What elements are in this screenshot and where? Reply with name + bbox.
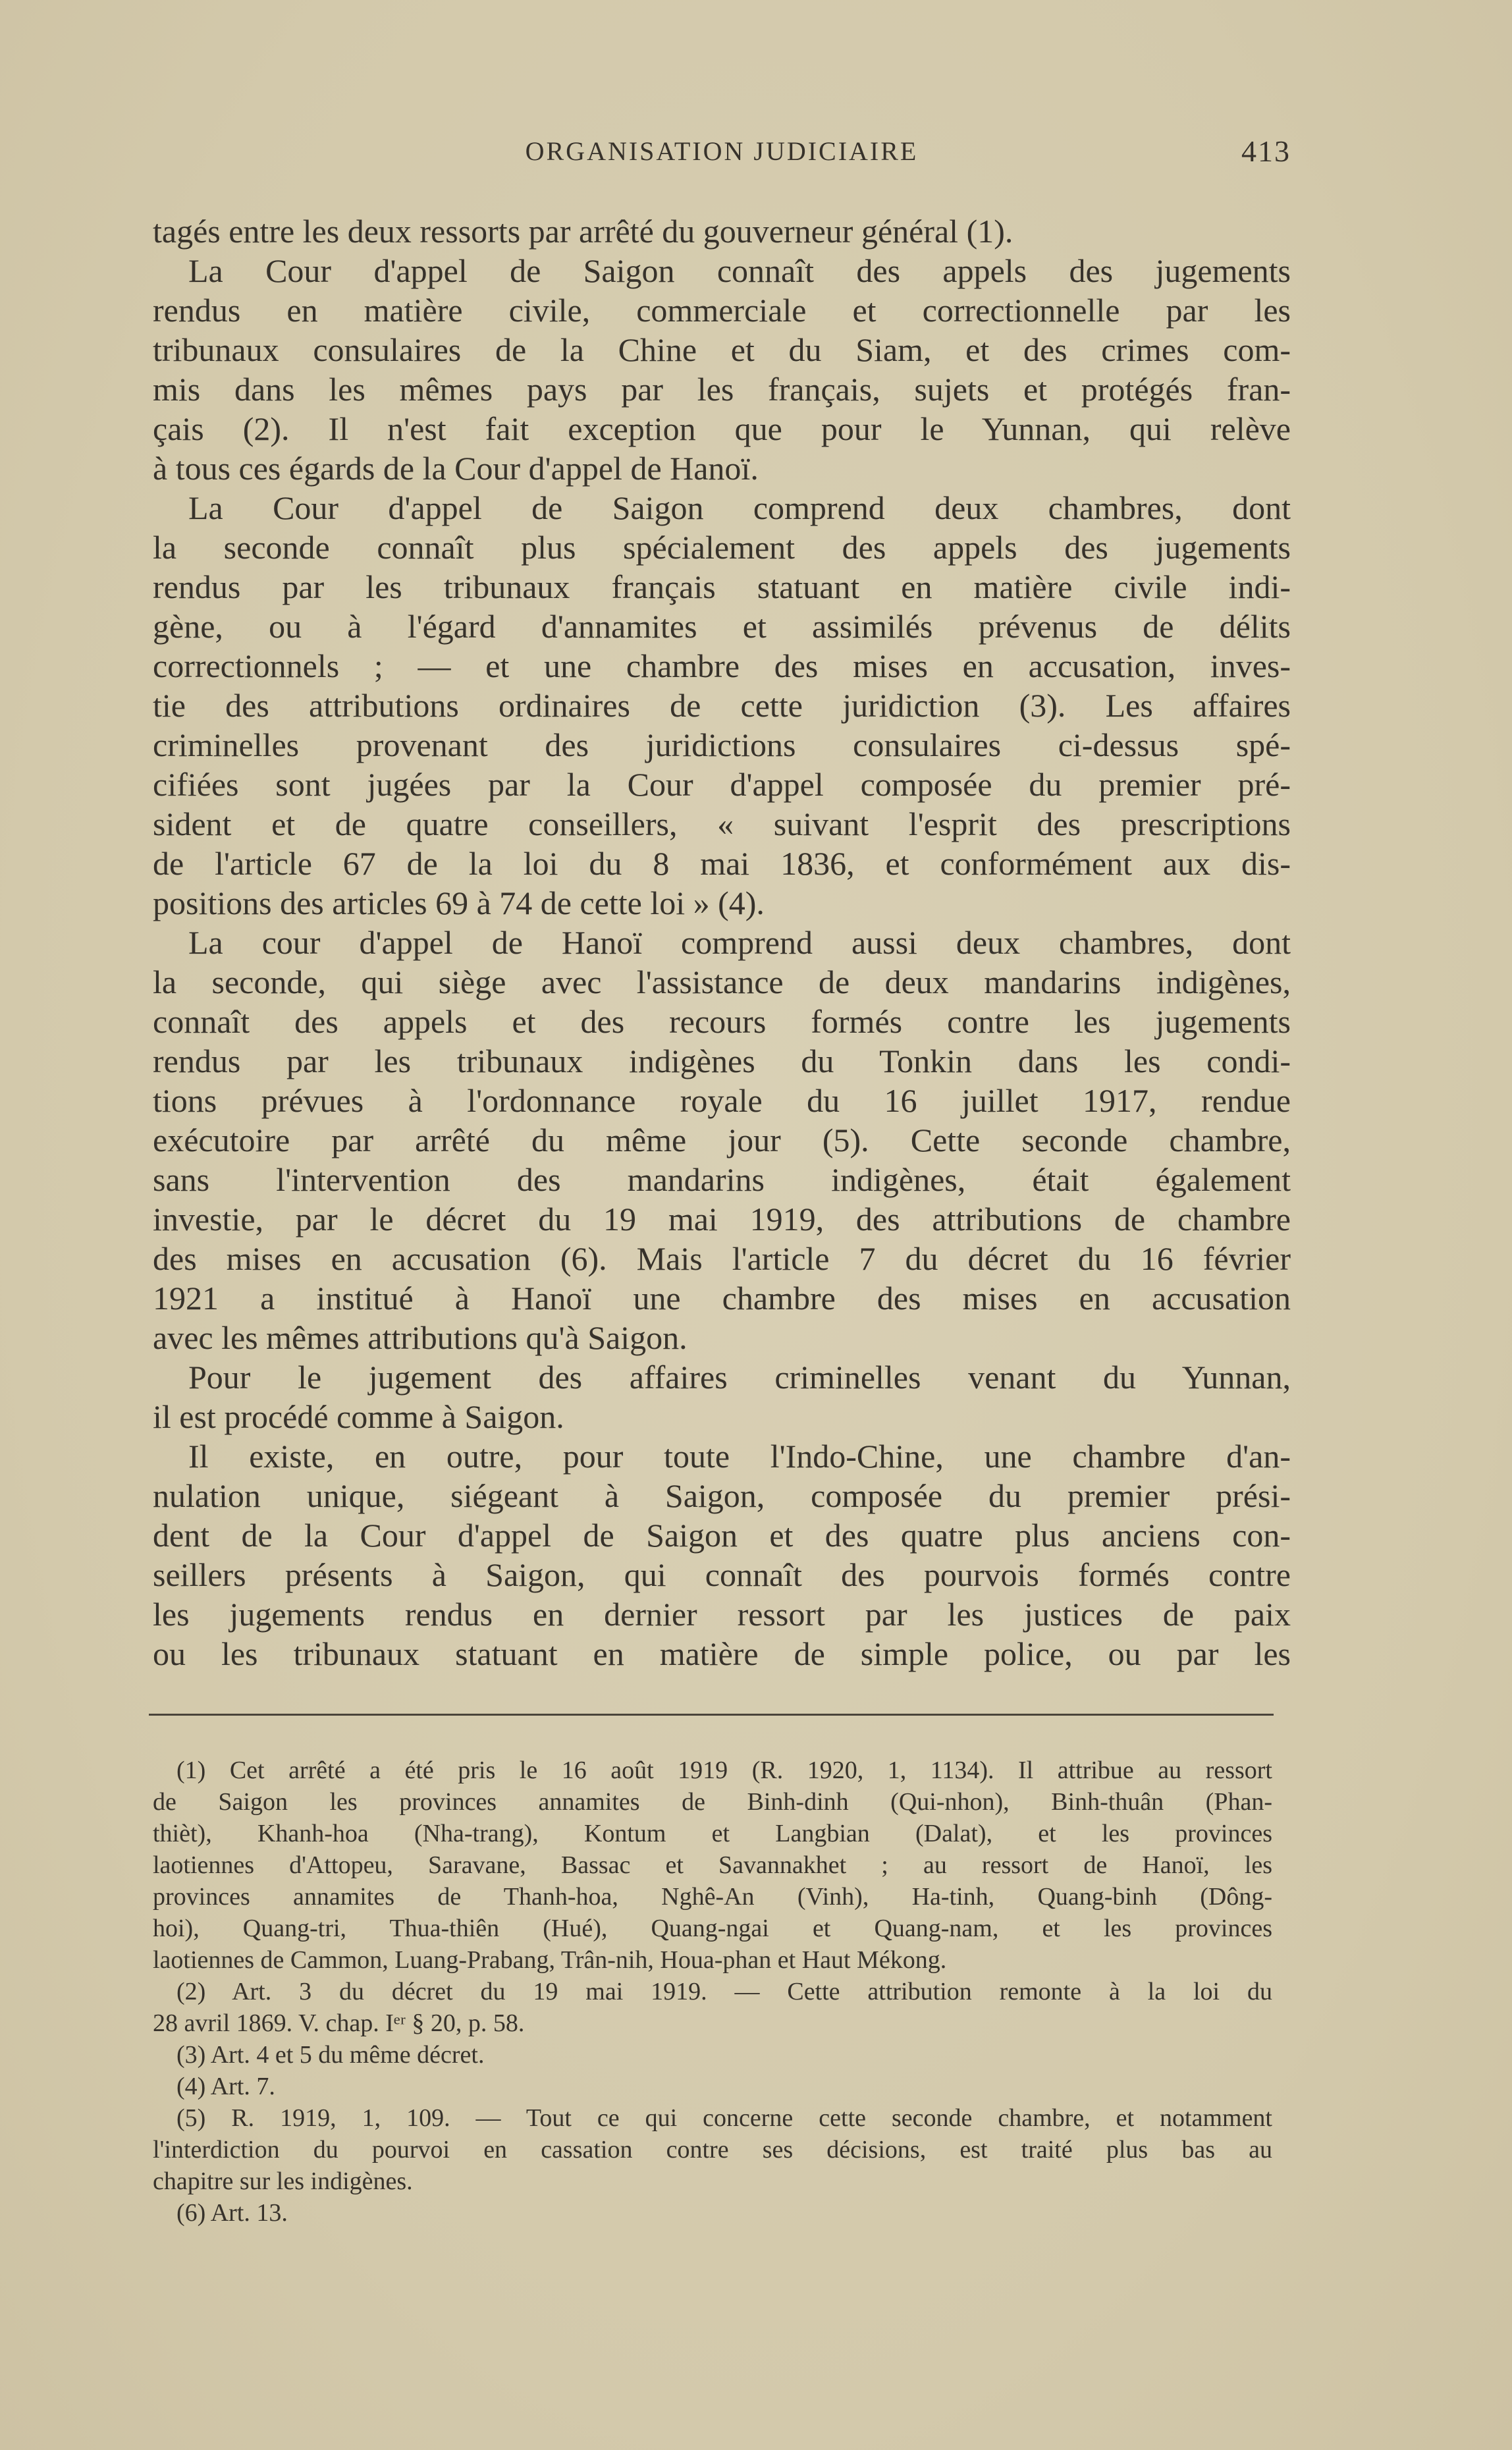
text-line: il est procédé comme à Saigon.: [153, 1398, 564, 1435]
footnote-line: (5) R. 1919, 1, 109. — Tout ce qui concerne cette seconde chambre, et notamment: [176, 2104, 1272, 2132]
footnote-line: de Saigon les provinces annamites de Binh-dinh (Qui-nhon), Binh-thuân (Phan-: [153, 1788, 1272, 1816]
text-line: La Cour d'appel de Saigon connaît des appels des jugements: [188, 252, 1291, 289]
text-line: positions des articles 69 à 74 de cette loi » (4).: [153, 885, 765, 921]
text-line: çais (2). Il n'est fait exception que pour le Yunnan, qui relève: [153, 410, 1291, 447]
paragraph: [153, 1357, 1291, 1436]
footnote-line: hoi), Quang-tri, Thua-thiên (Hué), Quang-ngai et Quang-nam, et les provinces: [153, 1915, 1272, 1942]
text-line: investie, par le décret du 19 mai 1919, des attributions de chambre: [153, 1201, 1291, 1238]
paragraph: [153, 923, 1291, 1357]
text-line: dent de la Cour d'appel de Saigon et des quatre plus anciens con-: [153, 1517, 1291, 1554]
text-line: tagés entre les deux ressorts par arrêté du gouverneur général (1).: [153, 213, 1013, 250]
text-line: tions prévues à l'ordonnance royale du 16 juillet 1917, rendue: [153, 1082, 1291, 1119]
text-line: sans l'intervention des mandarins indigènes, était également: [153, 1161, 1291, 1198]
text-line: Il existe, en outre, pour toute l'Indo-Chine, une chambre d'an-: [188, 1438, 1291, 1475]
text-line: seillers présents à Saigon, qui connaît des pourvois formés contre: [153, 1556, 1291, 1593]
text-line: correctionnels ; — et une chambre des mises en accusation, inves-: [153, 647, 1291, 684]
paragraph: [153, 1436, 1291, 1674]
text-line: La cour d'appel de Hanoï comprend aussi deux chambres, dont: [188, 924, 1291, 961]
text-line: connaît des appels et des recours formés contre les jugements: [153, 1003, 1291, 1040]
footnote-line: (6) Art. 13.: [176, 2199, 288, 2227]
text-line: criminelles provenant des juridictions consulaires ci-dessus spé-: [153, 726, 1291, 763]
text-line: à tous ces égards de la Cour d'appel de Hanoï.: [153, 450, 759, 487]
text-line: nulation unique, siégeant à Saigon, composée du premier prési-: [153, 1477, 1291, 1514]
footnote-line: chapitre sur les indigènes.: [153, 2167, 413, 2195]
text-line: la seconde, qui siège avec l'assistance de deux mandarins indigènes,: [153, 964, 1291, 1000]
text-line: ou les tribunaux statuant en matière de simple police, ou par les: [153, 1635, 1291, 1672]
footnote-line: provinces annamites de Thanh-hoa, Nghê-An (Vinh), Ha-tinh, Quang-binh (Dông-: [153, 1883, 1272, 1911]
text-line: cifiées sont jugées par la Cour d'appel composée du premier pré-: [153, 766, 1291, 803]
text-line: rendus par les tribunaux français statuant en matière civile indi-: [153, 568, 1291, 605]
footnote: [153, 2071, 1272, 2102]
footnote-line: (4) Art. 7.: [176, 2073, 275, 2100]
text-line: la seconde connaît plus spécialement des appels des jugements: [153, 529, 1291, 566]
page-header: [153, 132, 1291, 171]
page-number: 413: [1241, 134, 1291, 168]
paragraph: [153, 251, 1291, 488]
paragraph: [153, 211, 1291, 251]
text-line: de l'article 67 de la loi du 8 mai 1836, et conformément aux dis-: [153, 845, 1291, 882]
text-line: avec les mêmes attributions qu'à Saigon.: [153, 1319, 688, 1356]
footnote-line: (2) Art. 3 du décret du 19 mai 1919. — Cette attribution remonte à la loi du: [176, 1978, 1272, 2005]
footnote-line: laotiennes de Cammon, Luang-Prabang, Trân-nih, Houa-phan et Haut Mékong.: [153, 1946, 947, 1974]
text-line: exécutoire par arrêté du même jour (5). Cette seconde chambre,: [153, 1122, 1291, 1158]
footnote-line: (1) Cet arrêté a été pris le 16 août 1919 (R. 1920, 1, 1134). Il attribue au ressort: [176, 1756, 1272, 1784]
footnote: [153, 1755, 1272, 1976]
text-line: gène, ou à l'égard d'annamites et assimilés prévenus de délits: [153, 608, 1291, 645]
text-line: tribunaux consulaires de la Chine et du Siam, et des crimes com-: [153, 331, 1291, 368]
running-title: ORGANISATION JUDICIAIRE: [525, 136, 919, 166]
footnote-separator: [149, 1714, 1274, 1716]
text-line: rendus par les tribunaux indigènes du Tonkin dans les condi-: [153, 1043, 1291, 1079]
footnote: [153, 2197, 1272, 2229]
text-line: sident et de quatre conseillers, « suivant l'esprit des prescriptions: [153, 805, 1291, 842]
footnote-line: thièt), Khanh-hoa (Nha-trang), Kontum et Langbian (Dalat), et les provinces: [153, 1820, 1272, 1847]
footnote-line: l'interdiction du pourvoi en cassation contre ses décisions, est traité plus bas au: [153, 2136, 1272, 2164]
footnote: [153, 2039, 1272, 2071]
footnotes: [153, 1755, 1272, 2229]
text-line: rendus en matière civile, commerciale et correctionnelle par les: [153, 292, 1291, 329]
footnote-line: (3) Art. 4 et 5 du même décret.: [176, 2041, 485, 2069]
text-line: les jugements rendus en dernier ressort par les justices de paix: [153, 1596, 1291, 1633]
text-line: Pour le jugement des affaires criminelles venant du Yunnan,: [188, 1359, 1291, 1396]
text-line: des mises en accusation (6). Mais l'article 7 du décret du 16 février: [153, 1240, 1291, 1277]
footnote-line: laotiennes d'Attopeu, Saravane, Bassac et Savannakhet ; au ressort de Hanoï, les: [153, 1851, 1272, 1879]
footnote-line: 28 avril 1869. V. chap. Iᵉʳ § 20, p. 58.: [153, 2009, 525, 2037]
text-line: La Cour d'appel de Saigon comprend deux chambres, dont: [188, 489, 1291, 526]
paragraph: [153, 488, 1291, 923]
body-text: [153, 211, 1291, 1674]
text-line: mis dans les mêmes pays par les français, sujets et protégés fran-: [153, 371, 1291, 408]
text-line: 1921 a institué à Hanoï une chambre des mises en accusation: [153, 1280, 1291, 1317]
footnote: [153, 1976, 1272, 2039]
footnote: [153, 2102, 1272, 2197]
text-line: tie des attributions ordinaires de cette juridiction (3). Les affaires: [153, 687, 1291, 724]
